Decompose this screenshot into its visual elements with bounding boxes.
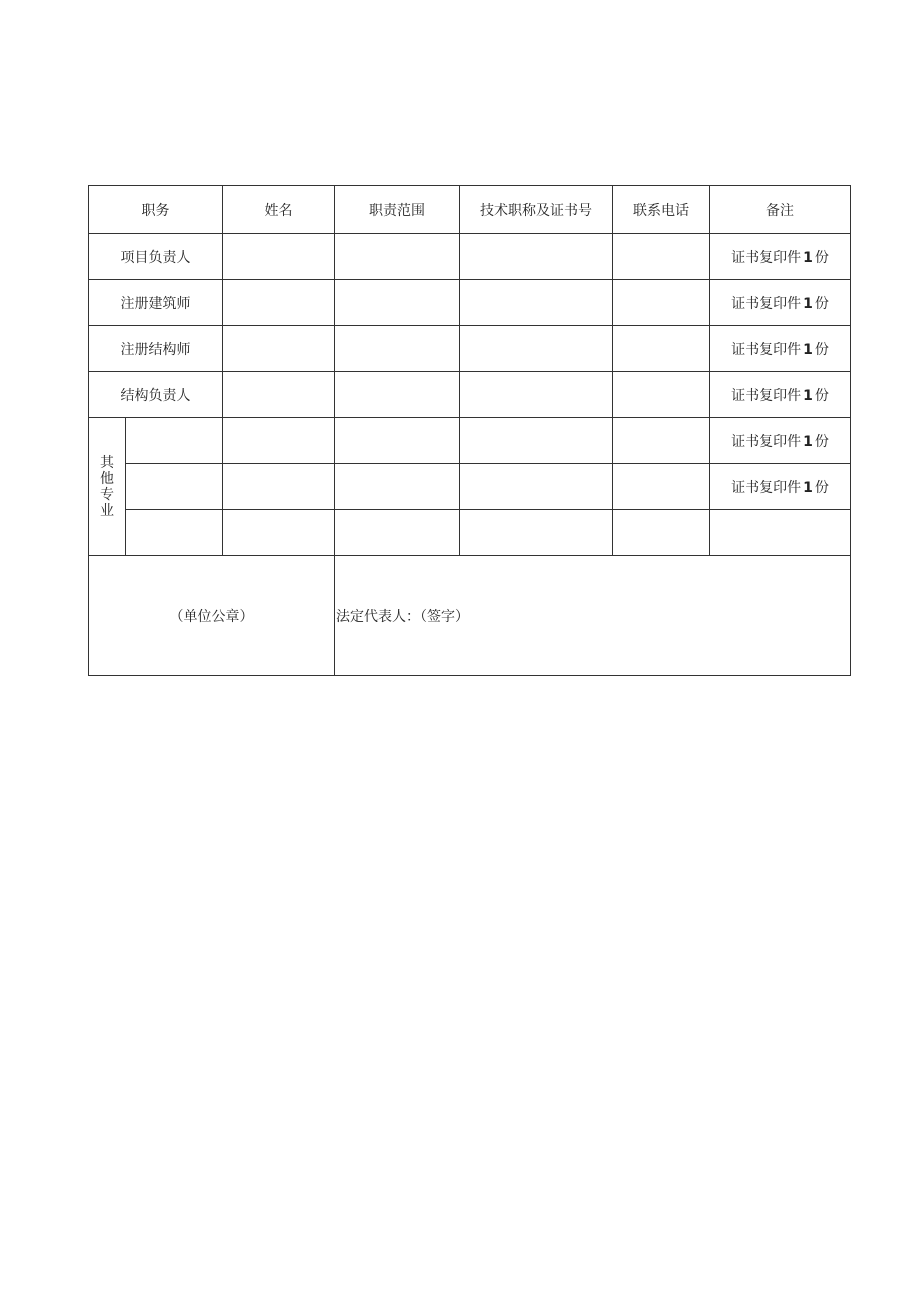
scope-cell[interactable] [335,372,460,418]
name-cell[interactable] [223,326,335,372]
title-cert-cell[interactable] [460,418,613,464]
scope-cell[interactable] [335,464,460,510]
phone-cell[interactable] [613,418,710,464]
remark-count: 1 [803,387,813,404]
remark-unit: 份 [814,341,829,358]
header-cell-title-cert: 技术职称及证书号 [460,186,613,234]
signature-row [89,556,851,676]
remark-text: 证书复印件 [731,295,802,312]
remark-text: 证书复印件 [731,433,802,450]
role-cell: 结构负责人 [89,372,223,418]
table-row-other-1 [89,418,851,464]
header-cell-phone: 联系电话 [613,186,710,234]
legal-representative-label: 法定代表人：（签字） [336,608,469,625]
name-cell[interactable] [223,372,335,418]
table-header-row [89,186,851,234]
title-cert-cell[interactable] [460,464,613,510]
phone-cell[interactable] [613,326,710,372]
remark-unit: 份 [814,295,829,312]
scope-cell[interactable] [335,510,460,556]
staff-table [88,185,851,676]
scope-cell[interactable] [335,418,460,464]
role-cell: 注册结构师 [89,326,223,372]
title-cert-cell[interactable] [460,510,613,556]
remark-count: 1 [803,249,813,266]
table-row-other-3 [89,510,851,556]
header-cell-name: 姓名 [223,186,335,234]
phone-cell[interactable] [613,280,710,326]
other-specialty-label: 其他专业 [100,454,114,519]
title-cert-cell[interactable] [460,326,613,372]
remark-cell[interactable] [710,510,851,556]
other-specialty-label-cell [89,418,126,556]
scope-cell[interactable] [335,234,460,280]
name-cell[interactable] [223,464,335,510]
remark-count: 1 [803,295,813,312]
phone-cell[interactable] [613,464,710,510]
scope-cell[interactable] [335,280,460,326]
legal-representative-cell[interactable] [335,556,851,676]
name-cell[interactable] [223,510,335,556]
remark-unit: 份 [814,479,829,496]
remark-text: 证书复印件 [731,387,802,404]
unit-seal-label: （单位公章） [169,608,254,625]
header-cell-scope: 职责范围 [335,186,460,234]
remark-unit: 份 [814,249,829,266]
table-row [89,280,851,326]
remark-cell [710,372,851,418]
role-cell: 项目负责人 [89,234,223,280]
table-row [89,372,851,418]
title-cert-cell[interactable] [460,280,613,326]
table-row [89,326,851,372]
title-cert-cell[interactable] [460,234,613,280]
remark-text: 证书复印件 [731,249,802,266]
name-cell[interactable] [223,418,335,464]
remark-count: 1 [803,433,813,450]
remark-cell [710,464,851,510]
remark-count: 1 [803,341,813,358]
other-role-cell[interactable] [126,464,223,510]
remark-unit: 份 [814,387,829,404]
title-cert-cell[interactable] [460,372,613,418]
header-cell-role: 职务 [89,186,223,234]
remark-text: 证书复印件 [731,479,802,496]
name-cell[interactable] [223,280,335,326]
remark-cell [710,326,851,372]
table-row [89,234,851,280]
remark-cell [710,234,851,280]
other-role-cell[interactable] [126,418,223,464]
remark-cell [710,280,851,326]
name-cell[interactable] [223,234,335,280]
scope-cell[interactable] [335,326,460,372]
remark-unit: 份 [814,433,829,450]
role-cell: 注册建筑师 [89,280,223,326]
header-cell-remarks: 备注 [710,186,851,234]
phone-cell[interactable] [613,510,710,556]
remark-count: 1 [803,479,813,496]
unit-seal-cell[interactable] [89,556,335,676]
phone-cell[interactable] [613,234,710,280]
table-row-other-2 [89,464,851,510]
other-role-cell[interactable] [126,510,223,556]
remark-cell [710,418,851,464]
remark-text: 证书复印件 [731,341,802,358]
phone-cell[interactable] [613,372,710,418]
